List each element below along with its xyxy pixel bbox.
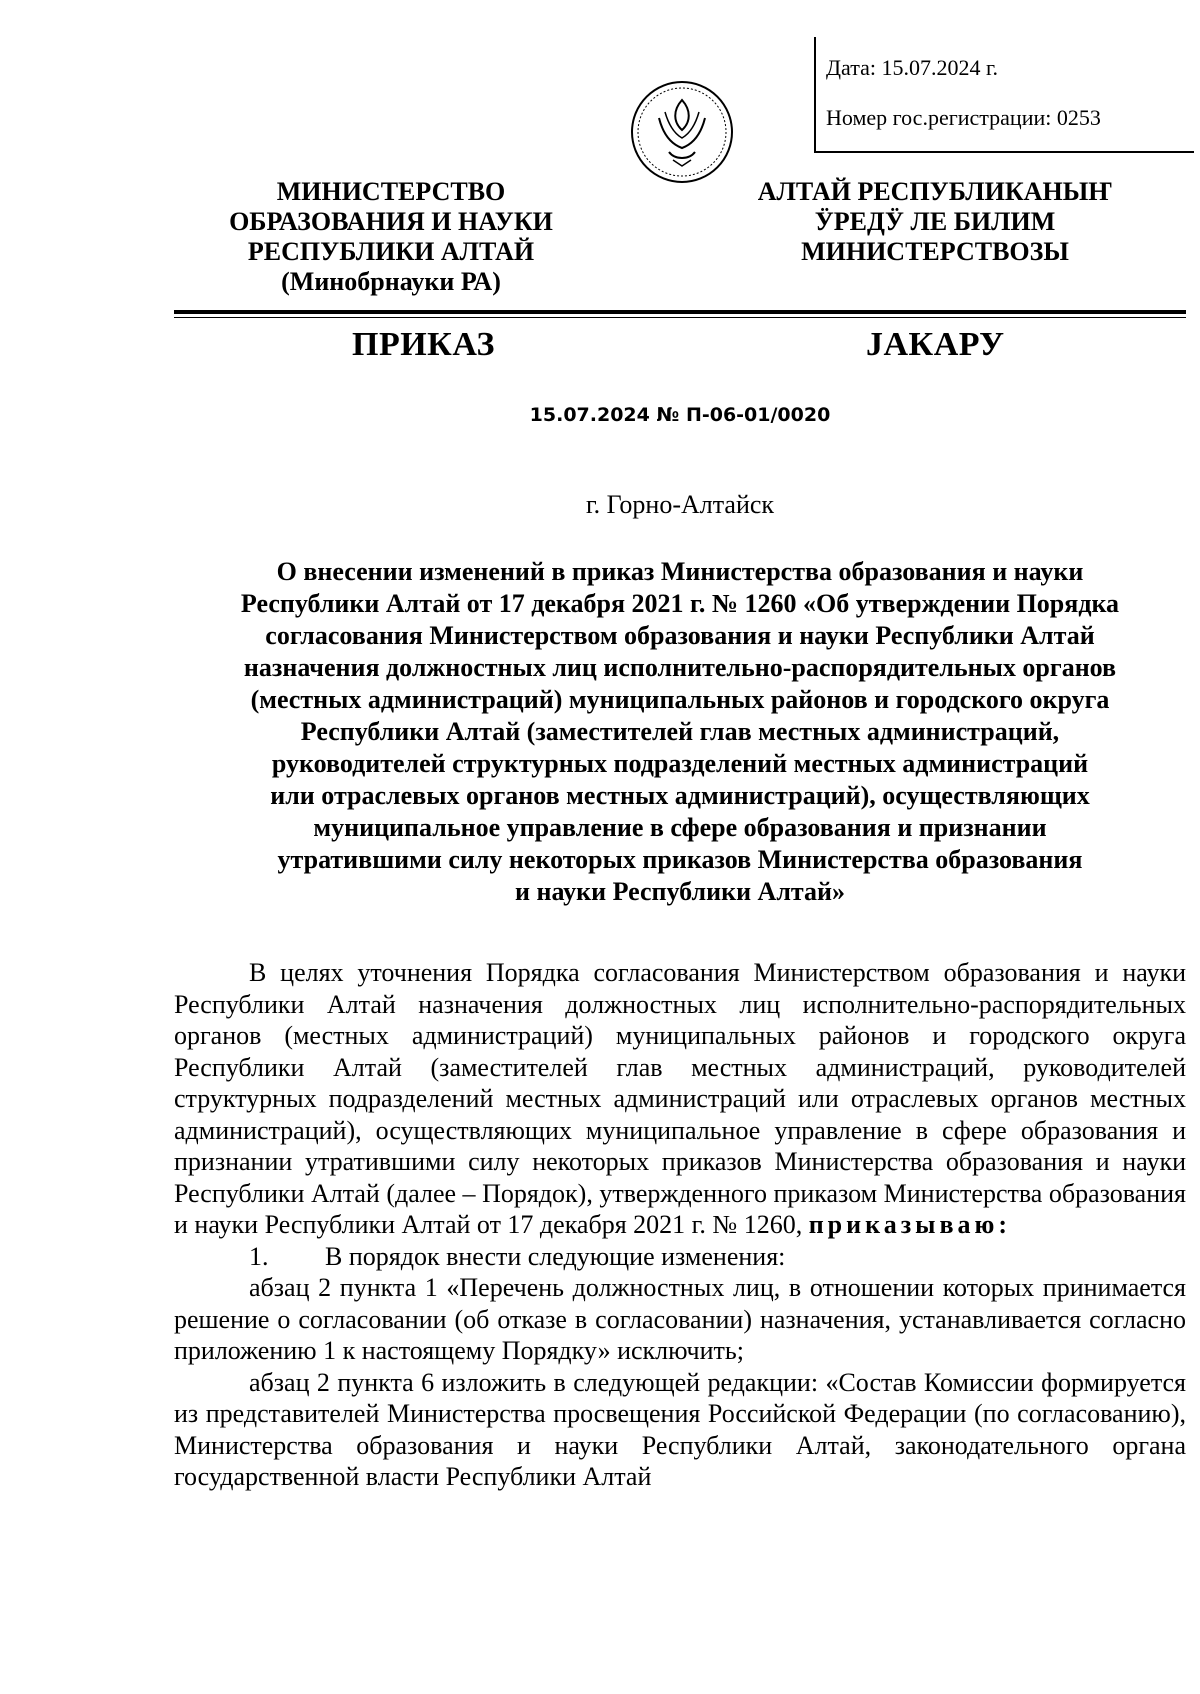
doc-type-altai: JАКАРУ [866, 326, 1005, 363]
order-date-number: 15.07.2024 № П-06-01/0020 [529, 404, 831, 426]
item-1-number: 1. [249, 1241, 269, 1271]
registration-stamp-box [814, 37, 1194, 153]
preamble-paragraph [174, 957, 1186, 1241]
header-divider-thick [174, 310, 1186, 314]
ministry-name-altai: АЛТАЙ РЕСПУБЛИКАНЫҤ ӰРЕДӰ ЛЕ БИЛИМ МИНИСТЕРСТВОЗЫ [757, 177, 1113, 266]
paragraph-b: абзац 2 пункта 6 изложить в следующей редакции: «Состав Комиссии формируется из представителей Министерства просвещения Российской Федерации (по согласованию), Министерства образования и науки Республики Алтай, законодательного органа государственной власти Республики Алтай [174, 1367, 1186, 1491]
document-body [174, 957, 1186, 1493]
paragraph-a: абзац 2 пункта 1 «Перечень должностных лиц, в отношении которых принимается решение о согласовании (об отказе в согласовании) назначения, устанавливается согласно приложению 1 к настоящему Порядку» исключить; [174, 1273, 1186, 1365]
doc-type-russian: ПРИКАЗ [352, 326, 495, 363]
document-title: О внесении изменений в приказ Министерства образования и науки Республики Алтай от 17 декабря 2021 г. № 1260 «Об утверждении Порядка согласования Министерством образования и науки Республики Алтай назначения должностных лиц исполнительно-распорядительных органов (местных администраций) муниципальных районов и городского округа Республики Алтай (заместителей глав местных администраций, руководителей структурных подразделений местных администраций или отраслевых органов местных администраций), осуществляющих муниципальное управление в сфере образования и признании утратившими силу некоторых приказов Министерства образования и науки Республики Алтай» [240, 557, 1120, 906]
item-1 [174, 1241, 1186, 1273]
orders-word: приказываю: [808, 1210, 1012, 1239]
coat-of-arms-seal-icon [629, 78, 735, 186]
header-divider-thin [174, 317, 1186, 318]
item-1-text: В порядок внести следующие изменения: [325, 1241, 786, 1271]
city: г. Горно-Алтайск [585, 490, 775, 519]
preamble-text: В целях уточнения Порядка согласования Министерством образования и науки Республики Алтай назначения должностных лиц исполнительно-распорядительных органов (местных администраций) муниципальных районов и городского округа Республики Алтай (заместителей глав местных администраций, руководителей структурных подразделений местных администраций или отраслевых органов местных администраций), осуществляющих муниципальное управление в сфере образования и признании утратившими силу некоторых приказов Министерства образования и науки Республики Алтай (далее – Порядок), утвержденного приказом Министерства образования и науки Республики Алтай от 17 декабря 2021 г. № 1260, [174, 958, 1186, 1239]
ministry-name-russian: МИНИСТЕРСТВО ОБРАЗОВАНИЯ И НАУКИ РЕСПУБЛИКИ АЛТАЙ (Минобрнауки РА) [229, 177, 553, 296]
registration-number: Номер гос.регистрации: 0253 [826, 105, 1101, 130]
registration-date: Дата: 15.07.2024 г. [826, 55, 999, 80]
